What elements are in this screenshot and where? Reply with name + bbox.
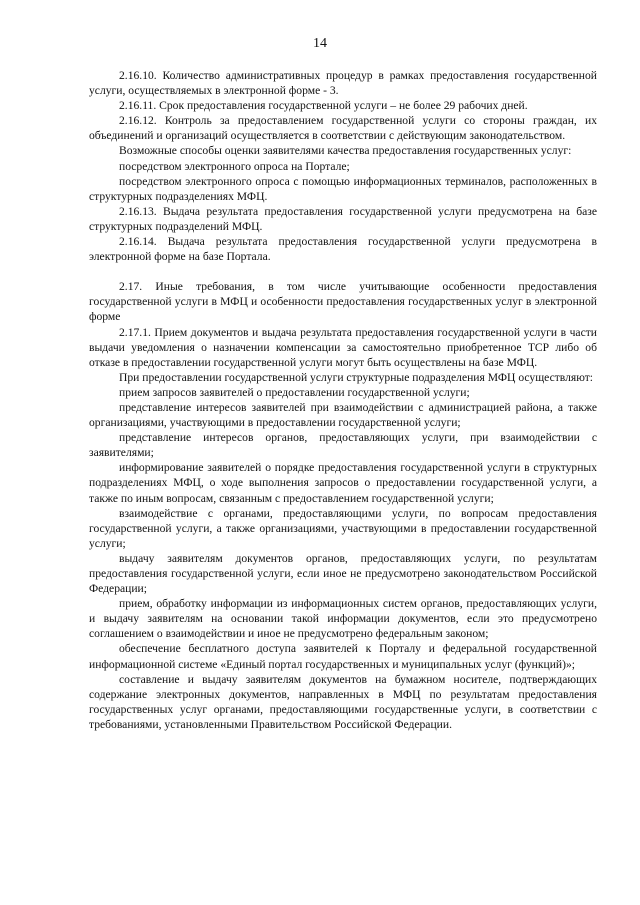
section-heading-2-17: 2.17. Иные требования, в том числе учитывающие особенности предоставления государственной услуги в МФЦ и особенности предоставления государственных услуг в электронной форме bbox=[89, 280, 597, 324]
list-item-portal-survey: посредством электронного опроса на Портале; bbox=[119, 159, 350, 173]
list-item: представление интересов органов, предоставляющих услуги, при взаимодействии с заявителями; bbox=[89, 431, 597, 460]
document-body bbox=[89, 68, 597, 732]
paragraph-2-17-1: 2.17.1. Прием документов и выдача результата предоставления государственной услуги в части выдачи уведомления о назначении компенсации за самостоятельно приобретенное ТСР либо об отказе в предоставлении государственной услуги могут быть осуществлены на базе МФЦ. bbox=[89, 325, 597, 369]
paragraph-mfc-functions: При предоставлении государственной услуги структурные подразделения МФЦ осуществляют: bbox=[119, 370, 594, 384]
paragraph-2-16-14: 2.16.14. Выдача результата предоставления государственной услуги предусмотрена в электронной форме на базе Портала. bbox=[89, 235, 597, 264]
list-item: представление интересов заявителей при взаимодействии с администрацией района, а также организациями, участвующими в предоставлении государственной услуги; bbox=[89, 400, 597, 430]
list-item: взаимодействие с органами, предоставляющими услуги, по вопросам предоставления государственной услуги, а также организациями, участвующими в предоставлении государственной услуги; bbox=[89, 506, 597, 550]
page-number: 14 bbox=[313, 36, 327, 51]
list-item: информирование заявителей о порядке предоставления государственной услуги в структурных подразделениях МФЦ, о ходе выполнения запросов о предоставлении государственной услуги, а также по иным вопросам, связанным с предоставлением государственной услуги; bbox=[89, 461, 597, 505]
list-item: выдачу заявителям документов органов, предоставляющих услуги, по результатам предоставления государственной услуги, если иное не предусмотрено законодательством Российской Федерации; bbox=[89, 551, 597, 596]
paragraph-2-16-10: 2.16.10. Количество административных процедур в рамках предоставления государственной услуги, осуществляемых в электронной форме - 3. bbox=[89, 69, 597, 98]
paragraph-2-16-12: 2.16.12. Контроль за предоставлением государственной услуги со стороны граждан, их объединений и организаций осуществляется в соответствии с действующим законодательством. bbox=[89, 114, 597, 143]
list-item: прием запросов заявителей о предоставлении государственной услуги; bbox=[119, 385, 470, 399]
list-item: обеспечение бесплатного доступа заявителей к Порталу и федеральной государственной информационной системе «Единый портал государственных и муниципальных услуг (функций)»; bbox=[89, 642, 597, 671]
paragraph-2-16-13: 2.16.13. Выдача результата предоставления государственной услуги предусмотрена на базе структурных подразделений МФЦ. bbox=[89, 204, 597, 233]
list-item-terminal-survey: посредством электронного опроса с помощью информационных терминалов, расположенных в структурных подразделениях МФЦ. bbox=[89, 174, 597, 203]
paragraph-assessment-methods: Возможные способы оценки заявителями качества предоставления государственных услуг: bbox=[119, 144, 572, 158]
paragraph-2-16-11: 2.16.11. Срок предоставления государственной услуги – не более 29 рабочих дней. bbox=[119, 99, 528, 113]
list-item: составление и выдачу заявителям документов на бумажном носителе, подтверждающих содержание электронных документов, направленных в МФЦ по результатам предоставления государственных услуг органами, предоставляющими государственные услуги, в соответствии с требованиями, установленными Правительством Российской Федерации. bbox=[89, 672, 597, 731]
list-item: прием, обработку информации из информационных систем органов, предоставляющих услуги, и выдачу заявителям на основании такой информации документов, если это предусмотрено соглашением о взаимодействии и иное не предусмотрено федеральным законом; bbox=[89, 597, 597, 641]
